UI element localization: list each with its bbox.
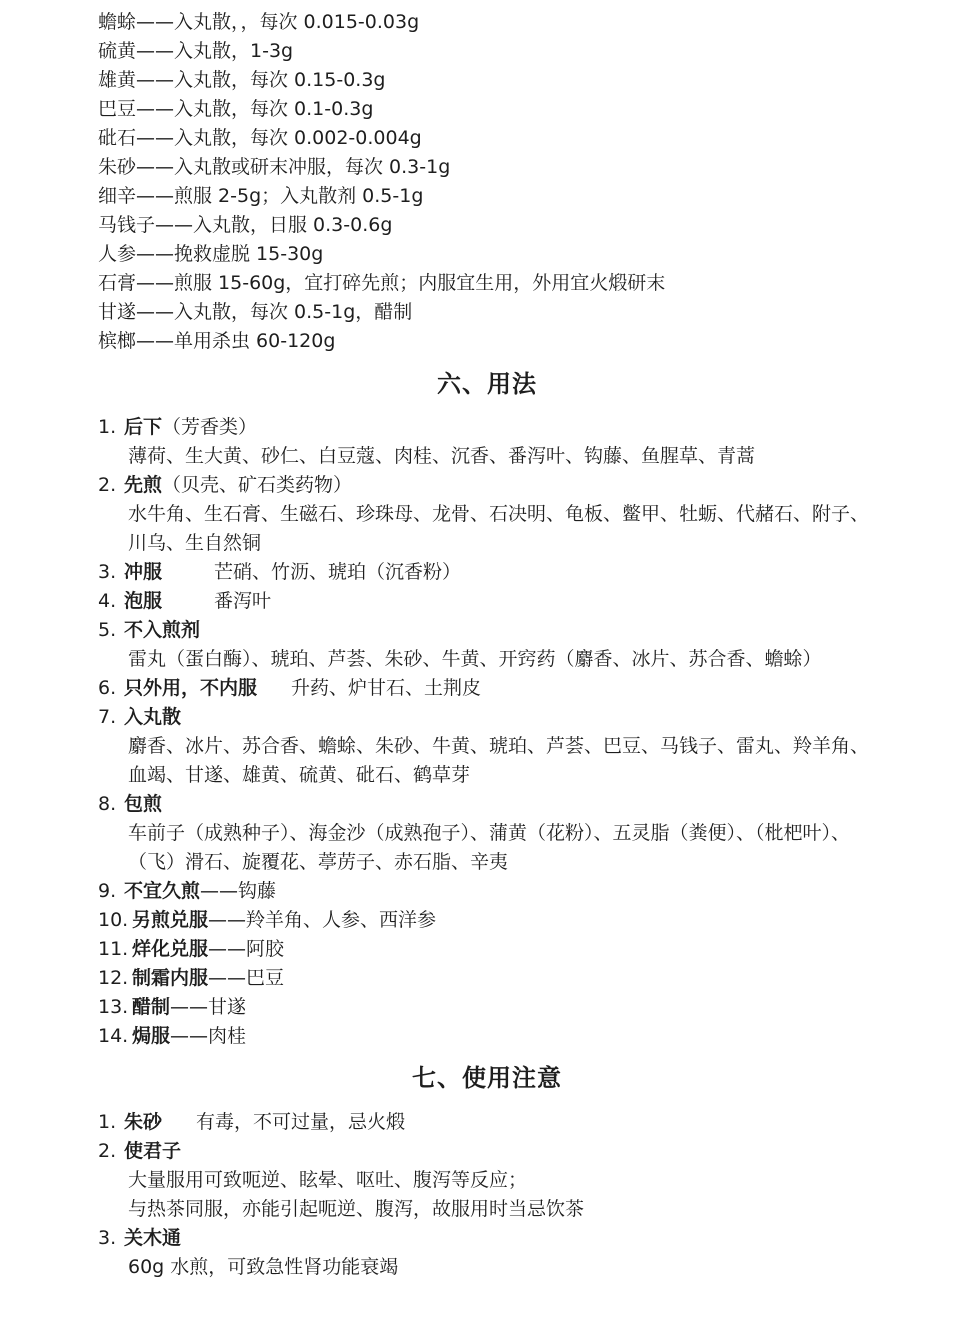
item-label: 使君子 [124, 1140, 182, 1162]
dose-list [98, 8, 665, 356]
item-text: ——阿胶 [208, 938, 285, 960]
dose-line: 雄黄——入丸散，每次 0.15-0.3g [98, 69, 386, 91]
dose-line: 砒石——入丸散，每次 0.002-0.004g [98, 127, 422, 149]
item-text: 芒硝、竹沥、琥珀（沉香粉） [214, 561, 462, 583]
dose-line: 巴豆——入丸散，每次 0.1-0.3g [98, 98, 374, 120]
item-text: 水牛角、生石膏、生磁石、珍珠母、龙骨、石决明、龟板、鳖甲、牡蛎、代赭石、附子、 [128, 503, 870, 525]
usage-item [98, 935, 869, 964]
usage-item-heading [98, 413, 869, 442]
dose-line: 石膏——煎服 15-60g，宜打碎先煎；内服宜生用，外用宜火煅研末 [98, 272, 666, 294]
item-text: 与热茶同服，亦能引起呃逆、腹泻，故服用时当忌饮茶 [128, 1198, 585, 1220]
item-text: ——巴豆 [208, 967, 285, 989]
item-label: 先煎 [124, 474, 163, 496]
item-number: 4. [98, 590, 117, 612]
usage-item-heading [98, 616, 869, 645]
item-text: 车前子（成熟种子）、海金沙（成熟孢子）、蒲黄（花粉）、五灵脂（粪便）、（枇杷叶）、 [128, 822, 851, 844]
item-label: 制霜内服 [132, 967, 209, 989]
item-text: 川乌、生自然铜 [128, 532, 262, 554]
item-label: 后下 [124, 416, 163, 438]
item-label: 关木通 [124, 1227, 182, 1249]
item-text: 薄荷、生大黄、砂仁、白豆蔻、肉桂、沉香、番泻叶、钩藤、鱼腥草、青蒿 [128, 445, 756, 467]
item-number: 13. [98, 996, 129, 1018]
cautions-list [98, 1108, 584, 1282]
usage-item [98, 906, 869, 935]
usage-item [98, 674, 869, 703]
dose-line: 马钱子——入丸散，日服 0.3-0.6g [98, 214, 393, 236]
item-label: 不宜久煎 [124, 880, 201, 902]
usage-item [98, 964, 869, 993]
item-number: 12. [98, 967, 129, 989]
item-text: 麝香、冰片、苏合香、蟾蜍、朱砂、牛黄、琥珀、芦荟、巴豆、马钱子、雷丸、羚羊角、 [128, 735, 870, 757]
usage-item [98, 1022, 869, 1051]
item-number: 2. [98, 1140, 117, 1162]
item-number: 6. [98, 677, 117, 699]
dose-line: 人参——挽救虚脱 15-30g [98, 243, 324, 265]
item-number: 10. [98, 909, 129, 931]
item-label: 只外用，不内服 [124, 677, 258, 699]
item-number: 7. [98, 706, 117, 728]
usage-item [98, 877, 869, 906]
item-text: 有毒，不可过量，忌火煅 [196, 1111, 406, 1133]
item-number: 3. [98, 1227, 117, 1249]
caution-item [98, 1108, 584, 1137]
dose-line: 朱砂——入丸散或研末冲服，每次 0.3-1g [98, 156, 451, 178]
item-note: （芳香类） [162, 416, 258, 438]
item-number: 1. [98, 416, 117, 438]
item-number: 9. [98, 880, 117, 902]
item-number: 1. [98, 1111, 117, 1133]
item-label: 包煎 [124, 793, 163, 815]
item-text: 雷丸（蛋白酶）、琥珀、芦荟、朱砂、牛黄、开窍药（麝香、冰片、苏合香、蟾蜍） [128, 648, 822, 670]
item-text: 血竭、甘遂、雄黄、硫黄、砒石、鹤草芽 [128, 764, 471, 786]
usage-item-heading [98, 790, 869, 819]
item-text: 番泻叶 [214, 590, 272, 612]
item-label: 烊化兑服 [132, 938, 209, 960]
item-label: 不入煎剂 [124, 619, 201, 641]
item-label: 冲服 [124, 561, 163, 583]
item-text: ——羚羊角、人参、西洋参 [208, 909, 437, 931]
usage-item [98, 993, 869, 1022]
caution-item-heading [98, 1224, 584, 1253]
dose-line: 蟾蜍——入丸散，，每次 0.015-0.03g [98, 11, 420, 33]
item-label: 焗服 [132, 1025, 171, 1047]
item-label: 醋制 [132, 996, 171, 1018]
item-text: 60g 水煎，可致急性肾功能衰竭 [128, 1256, 399, 1278]
item-label: 朱砂 [124, 1111, 163, 1133]
caution-item-heading [98, 1137, 584, 1166]
item-label: 另煎兑服 [132, 909, 209, 931]
item-label: 泡服 [124, 590, 163, 612]
item-number: 3. [98, 561, 117, 583]
item-number: 8. [98, 793, 117, 815]
usage-section-title: 六、用法 [437, 370, 537, 398]
usage-list [98, 413, 869, 1051]
usage-item [98, 587, 869, 616]
item-text: ——甘遂 [170, 996, 247, 1018]
usage-item [98, 558, 869, 587]
item-text: ——肉桂 [170, 1025, 247, 1047]
usage-item-heading [98, 703, 869, 732]
item-text: 升药、炉甘石、土荆皮 [291, 677, 482, 699]
item-text: （飞）滑石、旋覆花、葶苈子、赤石脂、辛夷 [128, 851, 509, 873]
usage-item-heading [98, 471, 869, 500]
dose-line: 槟榔——单用杀虫 60-120g [98, 330, 336, 352]
dose-line: 细辛——煎服 2-5g；入丸散剂 0.5-1g [98, 185, 424, 207]
dose-line: 甘遂——入丸散，每次 0.5-1g，醋制 [98, 301, 413, 323]
item-text: 大量服用可致呃逆、眩晕、呕吐、腹泻等反应； [128, 1169, 528, 1191]
item-number: 14. [98, 1025, 129, 1047]
item-number: 5. [98, 619, 117, 641]
item-note: （贝壳、矿石类药物） [162, 474, 353, 496]
item-label: 入丸散 [124, 706, 182, 728]
item-text: ——钩藤 [200, 880, 277, 902]
cautions-section-title: 七、使用注意 [412, 1064, 562, 1092]
item-number: 2. [98, 474, 117, 496]
item-number: 11. [98, 938, 129, 960]
dose-line: 硫黄——入丸散，1-3g [98, 40, 294, 62]
